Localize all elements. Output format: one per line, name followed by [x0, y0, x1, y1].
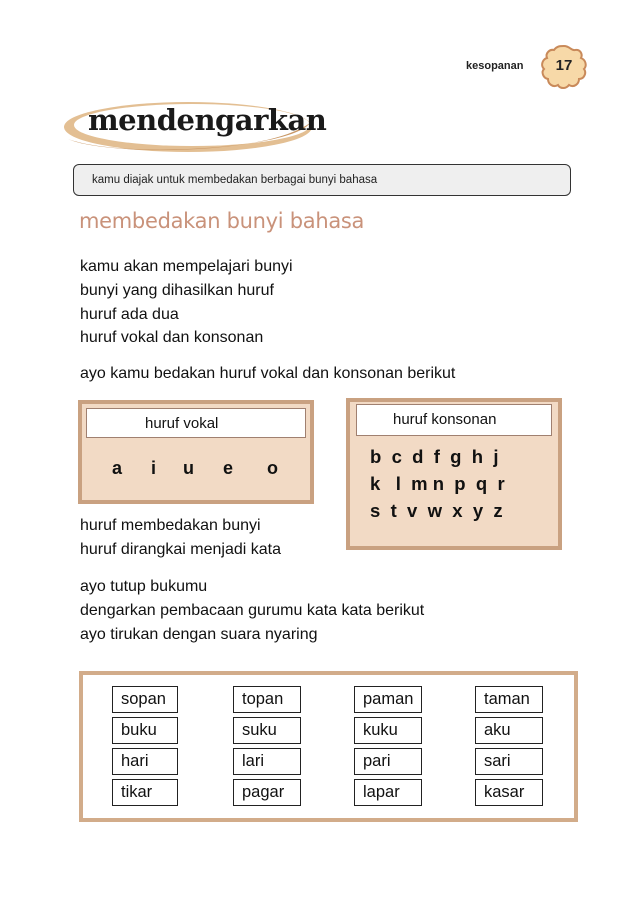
word-text: pari: [363, 752, 391, 770]
word-text: suku: [242, 721, 277, 739]
word-cell: [354, 748, 422, 775]
konsonan-row: s t v w x y z: [370, 500, 503, 521]
subheading: membedakan bunyi bahasa: [79, 209, 365, 233]
vokal-letter: o: [267, 458, 278, 478]
vokal-letter: e: [223, 458, 234, 478]
word-cell: [233, 717, 301, 744]
summary-line: huruf dirangkai menjadi kata: [80, 541, 282, 558]
listening-line: dengarkan pembacaan gurumu kata kata berikut: [80, 602, 425, 619]
objective-box: [73, 164, 571, 196]
word-cell: [354, 779, 422, 806]
page-number: 17: [555, 57, 573, 74]
vokal-letter: u: [183, 458, 194, 478]
word-cell: [233, 748, 301, 775]
vokal-box: [78, 400, 314, 504]
konsonan-label: huruf konsonan: [393, 411, 497, 428]
word-text: lapar: [363, 783, 400, 801]
word-text: lari: [242, 752, 265, 770]
word-text: aku: [484, 721, 511, 739]
vokal-letter: i: [151, 458, 157, 478]
word-text: taman: [484, 690, 530, 708]
intro-line: huruf vokal dan konsonan: [80, 329, 264, 346]
word-cell: [475, 748, 543, 775]
word-cell: [354, 686, 422, 713]
instruction-line: ayo kamu bedakan huruf vokal dan konsonan berikut: [80, 365, 456, 382]
word-text: kasar: [484, 783, 525, 801]
objective-text: kamu diajak untuk membedakan berbagai bunyi bahasa: [92, 174, 378, 186]
vokal-label: huruf vokal: [145, 415, 219, 432]
konsonan-row: k l m n p q r: [370, 473, 505, 494]
word-cell: [475, 717, 543, 744]
konsonan-box: [346, 398, 562, 550]
page-number-badge: [540, 44, 588, 90]
word-list-box: [79, 671, 578, 822]
vokal-header: [86, 408, 306, 438]
listening-line: ayo tutup bukumu: [80, 578, 208, 595]
konsonan-header: [356, 404, 552, 436]
word-text: topan: [242, 690, 284, 708]
topic-label: kesopanan: [466, 60, 524, 72]
word-cell: [475, 686, 543, 713]
word-text: paman: [363, 690, 414, 708]
word-text: tikar: [121, 783, 153, 801]
konsonan-row: b c d f g h j: [370, 446, 499, 467]
word-text: sari: [484, 752, 511, 770]
word-cell: [112, 686, 178, 713]
word-cell: [112, 779, 178, 806]
vokal-letter: a: [112, 458, 123, 478]
word-text: kuku: [363, 721, 398, 739]
word-text: buku: [121, 721, 157, 739]
word-cell: [112, 748, 178, 775]
word-cell: [354, 717, 422, 744]
word-cell: [233, 686, 301, 713]
intro-line: kamu akan mempelajari bunyi: [80, 258, 293, 275]
word-text: pagar: [242, 783, 285, 801]
intro-line: bunyi yang dihasilkan huruf: [80, 282, 274, 299]
word-cell: [233, 779, 301, 806]
intro-line: huruf ada dua: [80, 306, 179, 323]
section-title: mendengarkan: [88, 103, 327, 137]
listening-line: ayo tirukan dengan suara nyaring: [80, 626, 318, 643]
word-cell: [475, 779, 543, 806]
word-text: sopan: [121, 690, 166, 708]
word-text: hari: [121, 752, 149, 770]
word-cell: [112, 717, 178, 744]
summary-line: huruf membedakan bunyi: [80, 517, 261, 534]
